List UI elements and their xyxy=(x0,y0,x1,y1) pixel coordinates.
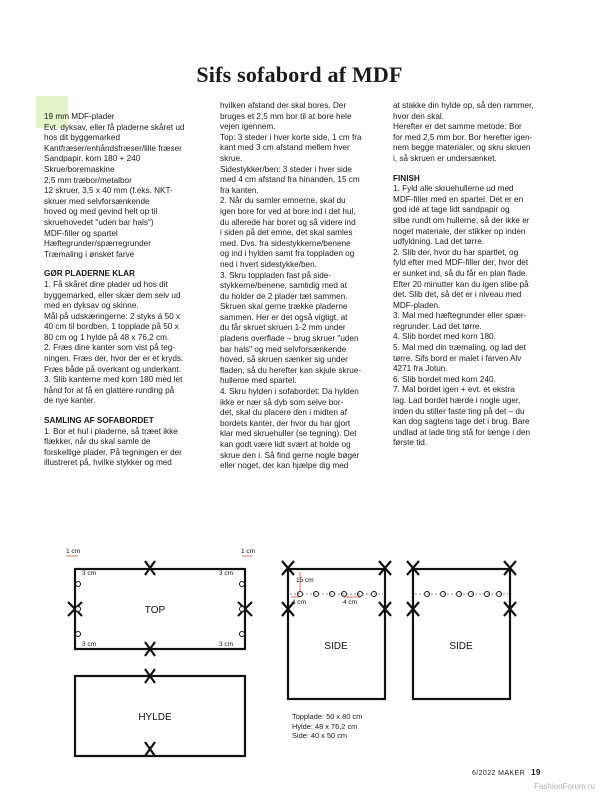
text-line: Efter 20 minutter kan du igen slibe på xyxy=(393,279,529,289)
text-line: MDF-filler med en spartel. Det er en xyxy=(393,194,524,204)
text-line: fra kanten. xyxy=(220,185,259,195)
screw-hole xyxy=(240,582,245,587)
text-line: Fræs både på overkant og underkant. xyxy=(44,364,181,374)
text-line: illustreret på, hvilke stykker og med xyxy=(44,458,172,468)
text-line: slibe rundt om hullerne, så der ikke er xyxy=(393,215,530,225)
text-line: pladens overflade – brug skruer "uden xyxy=(220,334,359,344)
section-heading: GØR PLADERNE KLAR xyxy=(44,269,135,279)
text-line: sammen. Her er det også vigtigt, at xyxy=(220,312,348,322)
text-line: igen bore for ved at bore ind i det hul, xyxy=(220,206,356,216)
text-line: med. Dvs. fra sidestykkerne/benene xyxy=(220,238,351,248)
text-line: ned i hvert sidestykke/ben. xyxy=(220,259,317,269)
text-line: 2. Fræs dine kanter som vist på teg- xyxy=(44,343,176,353)
text-line: fyld efter med MDF-filler der, hvor det xyxy=(393,258,529,268)
text-line: er sunket ind, så du får en plan flade. xyxy=(393,268,528,278)
dimension-list xyxy=(292,712,362,741)
dim-3cm: 3 cm xyxy=(219,641,234,648)
text-line: 4271 fra Jotun. xyxy=(393,364,448,374)
side-plate-1 xyxy=(288,569,385,699)
text-line: Kantfræser/enhåndsfræser/lille fræser xyxy=(44,143,182,153)
text-line: 3. Mal med hæftegrunder eller spær- xyxy=(393,311,527,321)
side-plate-2 xyxy=(413,569,510,699)
text-line: ikke er nær så dyb som selve bor- xyxy=(220,397,344,407)
screw-hole xyxy=(76,582,81,587)
text-line: med 4 cm afstand fra hinanden, 15 cm xyxy=(220,175,360,185)
issue-label: 6/2022 MAKER xyxy=(472,770,526,777)
text-line: flækker, når du skal samle de xyxy=(44,437,151,447)
text-line: regrunder. Lad det tørre. xyxy=(393,321,482,331)
text-line: bruges et 2,5 mm bor til at bore hele xyxy=(220,111,352,121)
text-line: du får skruet skruen 1-2 mm under xyxy=(220,323,346,333)
text-line: 3. Skru toppladen fast på side- xyxy=(220,270,332,280)
text-line: inden du stiller faste ting på det – du xyxy=(393,406,525,416)
text-line: de nye kanter. xyxy=(44,396,96,406)
text-line: det, skal du placere den i midten af xyxy=(220,408,347,418)
text-column-right xyxy=(393,101,565,449)
text-line: 19 mm MDF-plader xyxy=(44,112,115,121)
section-heading: SAMLING AF SOFABORDET xyxy=(44,416,154,426)
text-line: skruehovedet "uden bar hals") xyxy=(44,217,154,227)
text-line: at stakke din hylde op, så den rammer, xyxy=(393,101,534,110)
text-line: kan dog sagtens tage det i brug. Bare xyxy=(393,417,530,427)
text-line: det. Slib det, så det er i niveau med xyxy=(393,290,522,300)
text-line: 80 cm og 1 hylde på 48 x 76,2 cm. xyxy=(44,332,170,342)
text-line: lag. Lad bordet hærde i nogle uger, xyxy=(393,396,521,406)
text-line: hoved, så skruen sænker sig under xyxy=(220,355,348,365)
text-line: første tid. xyxy=(393,438,428,448)
dim-3cm: 3 cm xyxy=(82,641,97,648)
text-line: Mål på udskæringerne: 2 styks á 50 x xyxy=(44,311,181,321)
text-line: 2. Når du samler emnerne, skal du xyxy=(220,196,346,206)
text-line: fladen, så du herefter kan skjule skrue- xyxy=(220,365,362,375)
text-line: 4. Slib bordet med korn 180. xyxy=(393,332,496,342)
side-label-2: SIDE xyxy=(449,641,473,652)
text-line: Top: 3 steder i hver korte side, 1 cm fra xyxy=(220,132,362,142)
screw-hole xyxy=(240,607,245,612)
text-line: med en dyksav og skinne. xyxy=(44,301,139,311)
text-line: udfyldning. Lad det tørre. xyxy=(393,237,485,247)
text-column-middle xyxy=(220,101,392,472)
text-line: stykkerne/benene, samtidig med at xyxy=(220,281,347,291)
text-line: 1. Få skåret dine plader ud hos dit xyxy=(44,279,168,289)
text-line: 40 cm til bordben, 1 topplade på 50 x xyxy=(44,322,179,332)
text-line: skruer med selvforsænkende xyxy=(44,196,150,206)
page-number: 19 xyxy=(531,768,541,777)
text-line: 12 skruer, 3,5 x 40 mm (f.eks. NKT- xyxy=(44,186,173,196)
text-line: i, så skruen er undersænket. xyxy=(393,153,497,163)
dimension-item: Side: 40 x 50 cm xyxy=(292,731,348,741)
text-line: 2,5 mm træbor/metalbor xyxy=(44,175,132,185)
dim-4cm: 4 cm xyxy=(343,599,358,606)
text-line: du allerede har boret og så videre ind xyxy=(220,217,356,227)
hylde-label: HYLDE xyxy=(138,712,172,723)
dim-3cm: 3 cm xyxy=(219,570,234,577)
text-line: Skrue/boremaskine xyxy=(44,164,115,174)
dim-1cm-left: 1 cm xyxy=(66,548,81,555)
text-line: skrue. xyxy=(220,153,243,163)
text-line: MDF-filler og spartel xyxy=(44,228,118,238)
text-column-left xyxy=(44,112,216,469)
text-line: klar med skruehuller (se tegning). Det xyxy=(220,429,357,439)
dimension-item: Hylde: 48 x 76,2 cm xyxy=(292,721,358,731)
watermark: FashionForum.ru xyxy=(534,782,595,791)
text-line: bordets kanter, der hvor du har gjort xyxy=(220,418,351,428)
text-line: god idé at tage lidt sandpapir og xyxy=(393,205,510,215)
section-heading: FINISH xyxy=(393,173,420,183)
text-line: Hæftegrunder/spærregrunder xyxy=(44,239,151,249)
text-line: hullerne med spartel. xyxy=(220,376,297,386)
text-line: Sidestykker/ben: 3 steder i hver side xyxy=(220,164,352,174)
text-line: hvor den skal. xyxy=(393,111,444,121)
text-line: bar hals" og med selvforsænkende xyxy=(220,344,347,354)
text-line: 1. Bor et hul i pladerne, så træet ikke xyxy=(44,426,178,436)
screw-hole xyxy=(76,607,81,612)
text-line: for med 2,5 mm bor. Bor herefter igen- xyxy=(393,132,533,142)
text-line: MDF-pladen. xyxy=(393,300,441,310)
page-title: Sifs sofabord af MDF xyxy=(196,62,403,87)
text-line: ningen. Fræs der, hvor der er et kryds. xyxy=(44,354,184,364)
text-line: Evt. dyksav, eller få pladerne skåret ud xyxy=(44,122,185,132)
text-line: skrue den i. Så find gerne nogle bøger xyxy=(220,450,360,460)
text-line: og ind i hylden samt fra toppladen og xyxy=(220,249,355,259)
dim-4cm: 4 cm xyxy=(292,599,307,606)
text-line: Træmaling i ønsket farve xyxy=(44,249,135,259)
text-line: Skruen skal gerne trække pladerne xyxy=(220,302,348,312)
text-line: 2. Slib der, hvor du har spartlet, og xyxy=(393,247,519,257)
text-line: 4. Skru hylden i sofabordet: Da hylden xyxy=(220,387,359,397)
text-line: Herefter er det samme metode: Bor xyxy=(393,122,522,132)
screw-hole xyxy=(76,632,81,637)
text-line: 1. Fyld alle skruehullerne ud med xyxy=(393,184,514,194)
text-line: kant med 3 cm afstand mellem hver xyxy=(220,143,350,153)
dimension-item: Topplade: 50 x 80 cm xyxy=(292,712,363,721)
text-line: Sandpapir, korn 180 + 240 xyxy=(44,154,141,164)
text-line: eller noget, der kan hjælpe dig med xyxy=(220,461,349,471)
text-line: hos dit byggemarked xyxy=(44,133,121,143)
text-line: vejen igennem. xyxy=(220,122,276,132)
text-line: undlad at lade ting stå for længe i den xyxy=(393,427,531,437)
cross-mark xyxy=(145,742,155,756)
text-line: nem begge materialer, og skru skruen xyxy=(393,143,531,153)
top-label: TOP xyxy=(144,605,166,616)
text-line: kan godt være lidt svært at holde og xyxy=(220,440,351,449)
screw-hole xyxy=(240,632,245,637)
page-footer xyxy=(472,768,541,777)
text-line: tørre. Sifs bord er malet i farven Alv xyxy=(393,353,522,363)
dim-1cm-right: 1 cm xyxy=(241,548,256,555)
text-line: hånd for at få en glattere runding på xyxy=(44,385,175,395)
text-line: i siden på det emne, det skal samles xyxy=(220,228,353,238)
text-line: forskellige plader. På tegningen er der xyxy=(44,447,182,457)
text-line: hoved og med gevind helt op til xyxy=(44,207,158,217)
text-line: 3. Slib kanterne med korn 180 med let xyxy=(44,375,183,385)
text-line: 6. Slib bordet med korn 240. xyxy=(393,374,496,384)
text-line: byggemarked, eller skær dem selv ud xyxy=(44,290,181,300)
text-line: noget materiale, der stikker op inden xyxy=(393,226,526,236)
text-line: du holder de 2 plader tæt sammen. xyxy=(220,291,348,301)
dim-3cm: 3 cm xyxy=(82,570,97,577)
text-line: hvilken afstand der skal bores. Der xyxy=(220,101,347,110)
dim-15cm: 15 cm xyxy=(296,577,314,584)
side-label-1: SIDE xyxy=(324,641,348,652)
text-line: 5. Mal med din træmaling, og lad det xyxy=(393,343,526,353)
text-line: 7. Mal bordet igen + evt. et ekstra xyxy=(393,385,515,395)
